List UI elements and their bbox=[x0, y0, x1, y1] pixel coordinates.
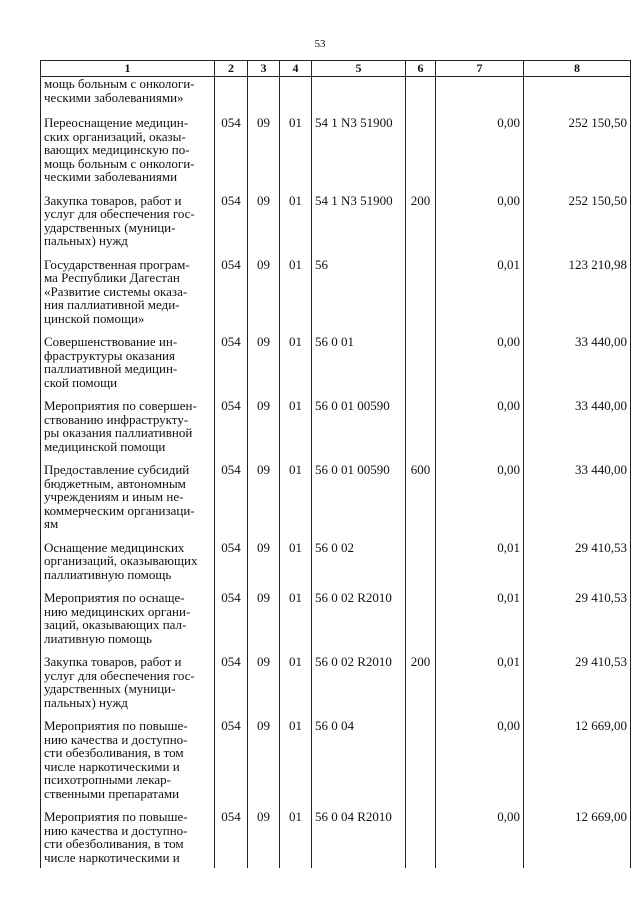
column-header: 4 bbox=[280, 61, 312, 77]
row-amount-col8: 29 410,53 bbox=[524, 539, 631, 590]
row-code-gr: 054 bbox=[215, 717, 248, 808]
column-header: 3 bbox=[248, 61, 280, 77]
row-description-text: Переоснащение медицин- ских организаций, оказы- вающих медицинскую по- мощь больным с онкологи- ческими заболеваниями bbox=[44, 115, 195, 184]
row-code-subsection: 01 bbox=[280, 717, 312, 808]
row-code-section: 09 bbox=[248, 539, 280, 590]
row-code-subsection: 01 bbox=[280, 114, 312, 192]
row-code-gr: 054 bbox=[215, 192, 248, 256]
row-description-text: Государственная програм- ма Республики Дагестан «Развитие системы оказа- ния паллиативной меди- цинской помощи» bbox=[44, 256, 190, 326]
table-row bbox=[41, 589, 631, 653]
row-code-section: 09 bbox=[248, 461, 280, 539]
row-description bbox=[41, 808, 215, 868]
row-description bbox=[41, 461, 215, 539]
column-header: 6 bbox=[406, 61, 436, 77]
column-header: 5 bbox=[312, 61, 406, 77]
row-amount-col7: 0,00 bbox=[436, 717, 524, 808]
continuation-text: мощь больным с онкологи- ческими заболеваниями» bbox=[44, 76, 195, 105]
row-description-text: Мероприятия по оснаще- нию медицинских органи- заций, оказывающих пал- лиативную помощь bbox=[44, 590, 191, 646]
row-code-section: 09 bbox=[248, 256, 280, 334]
row-description-text: Мероприятия по повыше- нию качества и доступно- сти обезболивания, в том числе наркотическими и психотропными лекар- ственными препаратами bbox=[44, 718, 188, 801]
column-header: 2 bbox=[215, 61, 248, 77]
row-code-subsection: 01 bbox=[280, 653, 312, 717]
row-description-text: Предоставление субсидий бюджетным, автономным учреждениям и иным не- коммерческим организаци- ям bbox=[44, 462, 195, 531]
table-row bbox=[41, 192, 631, 256]
row-expense-type bbox=[406, 589, 436, 653]
row-amount-col7: 0,01 bbox=[436, 589, 524, 653]
column-header: 7 bbox=[436, 61, 524, 77]
table-row bbox=[41, 114, 631, 192]
row-description-text: Мероприятия по повыше- нию качества и доступно- сти обезболивания, в том числе наркотическими и bbox=[44, 809, 188, 865]
row-description bbox=[41, 717, 215, 808]
row-description-text: Мероприятия по совершен- ствованию инфраструкту- ры оказания паллиативной медицинской помощи bbox=[44, 398, 197, 454]
page-number: 53 bbox=[314, 38, 326, 50]
row-description bbox=[41, 256, 215, 334]
row-amount-col7: 0,00 bbox=[436, 333, 524, 397]
row-code-section: 09 bbox=[248, 192, 280, 256]
row-amount-col8: 33 440,00 bbox=[524, 333, 631, 397]
table-row bbox=[41, 717, 631, 808]
row-expense-type bbox=[406, 333, 436, 397]
row-code-subsection: 01 bbox=[280, 256, 312, 334]
row-code-section: 09 bbox=[248, 653, 280, 717]
row-amount-col7: 0,00 bbox=[436, 192, 524, 256]
row-amount-col8: 29 410,53 bbox=[524, 653, 631, 717]
row-amount-col7: 0,00 bbox=[436, 461, 524, 539]
row-code-subsection: 01 bbox=[280, 461, 312, 539]
row-code-subsection: 01 bbox=[280, 808, 312, 868]
row-code-gr: 054 bbox=[215, 589, 248, 653]
row-target-code: 56 0 01 bbox=[312, 333, 406, 397]
table-row bbox=[41, 539, 631, 590]
column-header: 1 bbox=[41, 61, 215, 77]
row-amount-col7: 0,00 bbox=[436, 397, 524, 461]
row-expense-type bbox=[406, 114, 436, 192]
row-code-gr: 054 bbox=[215, 539, 248, 590]
row-expense-type bbox=[406, 808, 436, 868]
row-expense-type bbox=[406, 717, 436, 808]
row-target-code: 56 0 04 R2010 bbox=[312, 808, 406, 868]
row-description bbox=[41, 114, 215, 192]
row-target-code: 56 0 02 bbox=[312, 539, 406, 590]
continuation-cell bbox=[41, 77, 215, 115]
column-header: 8 bbox=[524, 61, 631, 77]
table-row bbox=[41, 333, 631, 397]
table-row bbox=[41, 808, 631, 868]
row-description-text: Закупка товаров, работ и услуг для обеспечения гос- ударственных (муници- пальных) нужд bbox=[44, 654, 195, 710]
row-code-section: 09 bbox=[248, 333, 280, 397]
row-amount-col8: 252 150,50 bbox=[524, 114, 631, 192]
row-amount-col8: 12 669,00 bbox=[524, 808, 631, 868]
row-amount-col8: 123 210,98 bbox=[524, 256, 631, 334]
row-expense-type bbox=[406, 539, 436, 590]
row-code-section: 09 bbox=[248, 589, 280, 653]
row-amount-col7: 0,01 bbox=[436, 539, 524, 590]
row-code-gr: 054 bbox=[215, 114, 248, 192]
row-amount-col7: 0,01 bbox=[436, 256, 524, 334]
row-expense-type: 200 bbox=[406, 192, 436, 256]
row-description bbox=[41, 333, 215, 397]
row-target-code: 54 1 N3 51900 bbox=[312, 114, 406, 192]
row-code-section: 09 bbox=[248, 808, 280, 868]
row-code-gr: 054 bbox=[215, 397, 248, 461]
row-amount-col8: 12 669,00 bbox=[524, 717, 631, 808]
row-code-subsection: 01 bbox=[280, 192, 312, 256]
row-code-section: 09 bbox=[248, 717, 280, 808]
table-row bbox=[41, 397, 631, 461]
row-description bbox=[41, 653, 215, 717]
row-target-code: 54 1 N3 51900 bbox=[312, 192, 406, 256]
row-code-gr: 054 bbox=[215, 256, 248, 334]
row-description bbox=[41, 539, 215, 590]
row-code-section: 09 bbox=[248, 397, 280, 461]
row-expense-type bbox=[406, 256, 436, 334]
row-code-subsection: 01 bbox=[280, 539, 312, 590]
row-amount-col8: 33 440,00 bbox=[524, 397, 631, 461]
row-amount-col8: 252 150,50 bbox=[524, 192, 631, 256]
row-description bbox=[41, 589, 215, 653]
row-expense-type bbox=[406, 397, 436, 461]
row-target-code: 56 0 02 R2010 bbox=[312, 653, 406, 717]
table-row bbox=[41, 653, 631, 717]
row-description-text: Оснащение медицинских организаций, оказывающих паллиативную помощь bbox=[44, 539, 198, 582]
row-amount-col7: 0,00 bbox=[436, 808, 524, 868]
row-amount-col8: 33 440,00 bbox=[524, 461, 631, 539]
row-target-code: 56 0 02 R2010 bbox=[312, 589, 406, 653]
row-code-subsection: 01 bbox=[280, 589, 312, 653]
row-amount-col7: 0,00 bbox=[436, 114, 524, 192]
row-code-gr: 054 bbox=[215, 333, 248, 397]
row-code-subsection: 01 bbox=[280, 333, 312, 397]
row-target-code: 56 0 01 00590 bbox=[312, 397, 406, 461]
row-code-section: 09 bbox=[248, 114, 280, 192]
row-code-subsection: 01 bbox=[280, 397, 312, 461]
row-expense-type: 200 bbox=[406, 653, 436, 717]
row-description bbox=[41, 397, 215, 461]
row-description-text: Закупка товаров, работ и услуг для обеспечения гос- ударственных (муници- пальных) нужд bbox=[44, 192, 195, 248]
table-row bbox=[41, 461, 631, 539]
row-amount-col8: 29 410,53 bbox=[524, 589, 631, 653]
row-code-gr: 054 bbox=[215, 461, 248, 539]
row-target-code: 56 0 04 bbox=[312, 717, 406, 808]
table-header-row bbox=[41, 61, 631, 77]
table-row bbox=[41, 256, 631, 334]
budget-table bbox=[40, 60, 631, 868]
row-code-gr: 054 bbox=[215, 653, 248, 717]
continuation-row bbox=[41, 77, 631, 115]
row-expense-type: 600 bbox=[406, 461, 436, 539]
row-amount-col7: 0,01 bbox=[436, 653, 524, 717]
row-target-code: 56 bbox=[312, 256, 406, 334]
row-target-code: 56 0 01 00590 bbox=[312, 461, 406, 539]
row-code-gr: 054 bbox=[215, 808, 248, 868]
row-description-text: Совершенствование ин- фраструктуры оказания паллиативной медицин- ской помощи bbox=[44, 334, 178, 390]
row-description bbox=[41, 192, 215, 256]
